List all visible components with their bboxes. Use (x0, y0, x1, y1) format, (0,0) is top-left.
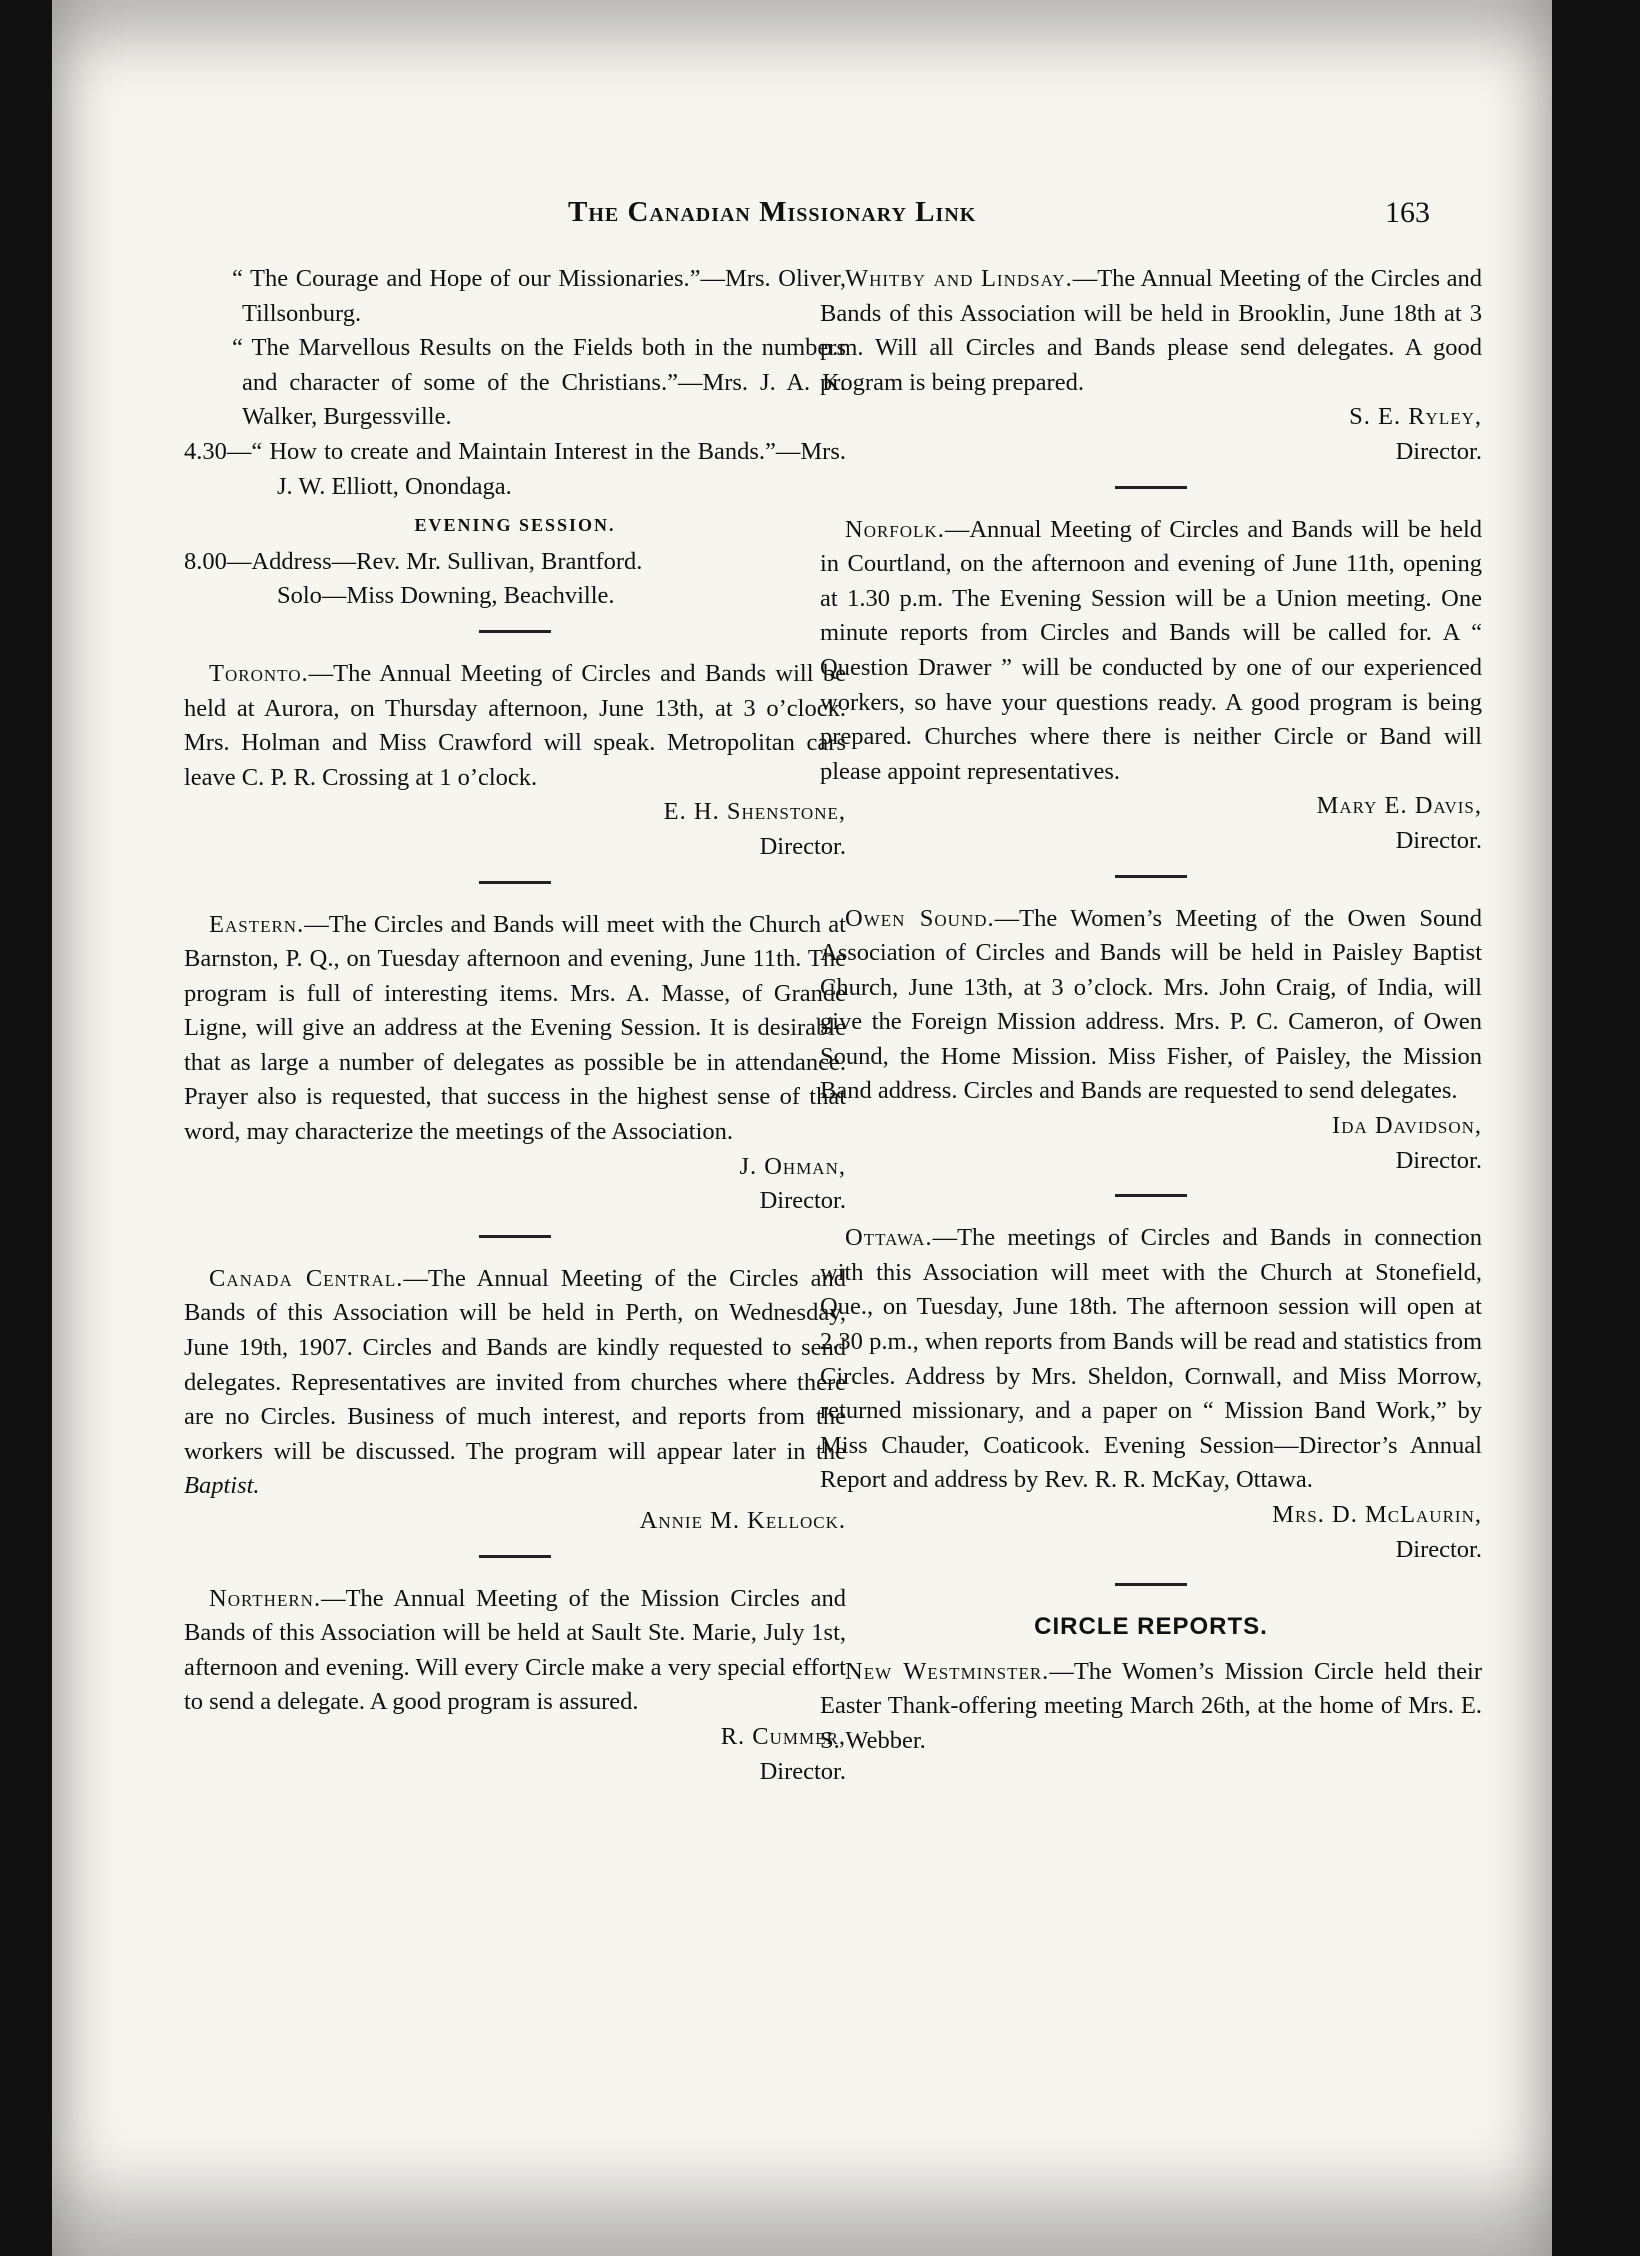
section-label: Owen Sound. (845, 904, 995, 932)
section-divider (1115, 1583, 1187, 1586)
section-divider (479, 630, 551, 633)
evening-session-heading: EVENING SESSION. (414, 515, 616, 536)
canada-central-notice (184, 1262, 846, 1504)
section-label: Toronto. (209, 659, 309, 687)
section-label: Canada Central. (209, 1264, 404, 1292)
program-item: 8.00—Address—Rev. Mr. Sullivan, Brantford. (184, 547, 643, 575)
notice-body: —The Women’s Meeting of the Owen Sound Association of Circles and Bands will be held in Paisley Baptist Church, June 13th, at 3 o’clock. Mrs. John Craig, of India, will give the Foreign Mission address. Mrs. P. C. Cameron, of Owen Sound, the Home Mission. Miss Fisher, of Paisley, the Mission Band address. Circles and Bands are requested to send delegates. (820, 904, 1482, 1105)
notice-body: —The meetings of Circles and Bands in connection with this Association will meet with the Church at Stonefield, Que., on Tuesday, June 18th. The afternoon session will open at 2.30 p.m., when reports from Bands will be read and statistics from Circles. Address by Mrs. Sheldon, Cornwall, and Miss Morrow, returned missionary, and a paper on “ Mission Band Work,” by Miss Chauder, Coaticook. Evening Session—Director’s Annual Report and address by Rev. R. R. McKay, Ottawa. (820, 1224, 1482, 1494)
signature: J. Ohman, (739, 1152, 846, 1180)
signature-role: Director. (1395, 826, 1482, 854)
signature: Mary E. Davis, (1316, 792, 1482, 820)
signature-role: Director. (759, 1757, 846, 1785)
norfolk-notice (820, 513, 1482, 790)
signature-role: Director. (1395, 437, 1482, 465)
section-label: Eastern. (209, 910, 305, 938)
section-divider (1115, 875, 1187, 878)
section-divider (1115, 1194, 1187, 1197)
signature-role: Director. (1395, 1146, 1482, 1174)
program-item: Solo—Miss Downing, Beachville. (277, 582, 615, 610)
signature: Annie M. Kellock. (639, 1507, 846, 1534)
circle-reports-heading: CIRCLE REPORTS. (1034, 1613, 1268, 1641)
italic-word: Baptist. (184, 1472, 260, 1500)
signature: Mrs. D. McLaurin, (1272, 1501, 1482, 1528)
signature: Ida Davidson, (1332, 1112, 1482, 1140)
whitby-notice (820, 262, 1482, 400)
notice-body: —The Women’s Mission Circle held their Easter Thank-offering meeting March 26th, at the home of Mrs. E. S. Webber. (820, 1657, 1482, 1754)
running-header (52, 196, 1552, 236)
section-label: Whitby and Lindsay. (845, 265, 1073, 292)
section-label: Northern. (209, 1584, 322, 1612)
section-label: Ottawa. (845, 1224, 933, 1252)
eastern-notice (184, 908, 846, 1150)
right-column (820, 262, 1482, 1759)
section-label: Norfolk. (845, 515, 945, 543)
section-label: New Westminster. (845, 1657, 1050, 1685)
page-number: 163 (1385, 196, 1430, 229)
ottawa-notice (820, 1221, 1482, 1498)
section-divider (1115, 486, 1187, 489)
owen-sound-notice (820, 902, 1482, 1110)
section-divider (479, 1555, 551, 1558)
signature: S. E. Ryley, (1349, 403, 1482, 431)
section-divider (479, 881, 551, 884)
notice-body: —The Annual Meeting of the Mission Circles and Bands of this Association will be held at Sault Ste. Marie, July 1st, afternoon and evening. Will every Circle make a very special effort to send a delegate. A good program is assured. (184, 1584, 846, 1716)
program-item: 4.30—“ How to create and Maintain Interest in the Bands.”—Mrs. J. W. Elliott, Onondaga. (184, 437, 846, 500)
signature: R. Cummer, (720, 1722, 846, 1750)
notice-body: —The Circles and Bands will meet with the Church at Barnston, P. Q., on Tuesday afternoon and evening, June 11th. The program is full of interesting items. Mrs. A. Masse, of Grande Ligne, will give an address at the Evening Session. It is desirable that as large a number of delegates as possible be in attendance. Prayer also is requested, that success in the highest sense of that word, may characterize the meetings of the Association. (184, 910, 846, 1146)
signature: E. H. Shenstone, (663, 798, 846, 826)
signature-role: Director. (759, 1187, 846, 1215)
left-column (184, 262, 846, 1789)
toronto-notice (184, 657, 846, 795)
notice-body: —The Annual Meeting of Circles and Bands will be held at Aurora, on Thursday afternoon, June 13th, at 3 o’clock. Mrs. Holman and Miss Crawford will speak. Metropolitan cars leave C. P. R. Crossing at 1 o’clock. (184, 659, 846, 791)
program-item: “ The Marvellous Results on the Fields both in the numbers and character of some of the Christians.”—Mrs. J. A. K. Walker, Burgessville. (232, 334, 846, 431)
program-item: “ The Courage and Hope of our Missionaries.”—Mrs. Oliver, Tillsonburg. (232, 265, 846, 327)
journal-title: The Canadian Missionary Link (568, 196, 977, 228)
magazine-page (52, 0, 1552, 2256)
northern-notice (184, 1582, 846, 1720)
notice-body: —Annual Meeting of Circles and Bands will be held in Courtland, on the afternoon and evening of June 11th, opening at 1.30 p.m. The Evening Session will be a Union meeting. One minute reports from Circles and Bands will be called for. A “ Question Drawer ” will be conducted by one of our experienced workers, so have your questions ready. A good program is being prepared. Churches where there is neither Circle or Band will please appoint representatives. (820, 515, 1482, 785)
new-westminster-notice (820, 1655, 1482, 1759)
section-divider (479, 1235, 551, 1238)
signature-role: Director. (1395, 1535, 1482, 1563)
notice-body: —The Annual Meeting of the Circles and Bands of this Association will be held in Brooklin, June 18th at 3 p.m. Will all Circles and Bands please send delegates. A good program is being prepared. (820, 265, 1482, 396)
notice-body: —The Annual Meeting of the Circles and Bands of this Association will be held in Perth, on Wednesday, June 19th, 1907. Circles and Bands are kindly requested to send delegates. Representatives are invited from churches where there are no Circles. Business of much interest, and reports from the workers will be discussed. The program will appear later in the (184, 1264, 846, 1465)
signature-role: Director. (759, 832, 846, 860)
